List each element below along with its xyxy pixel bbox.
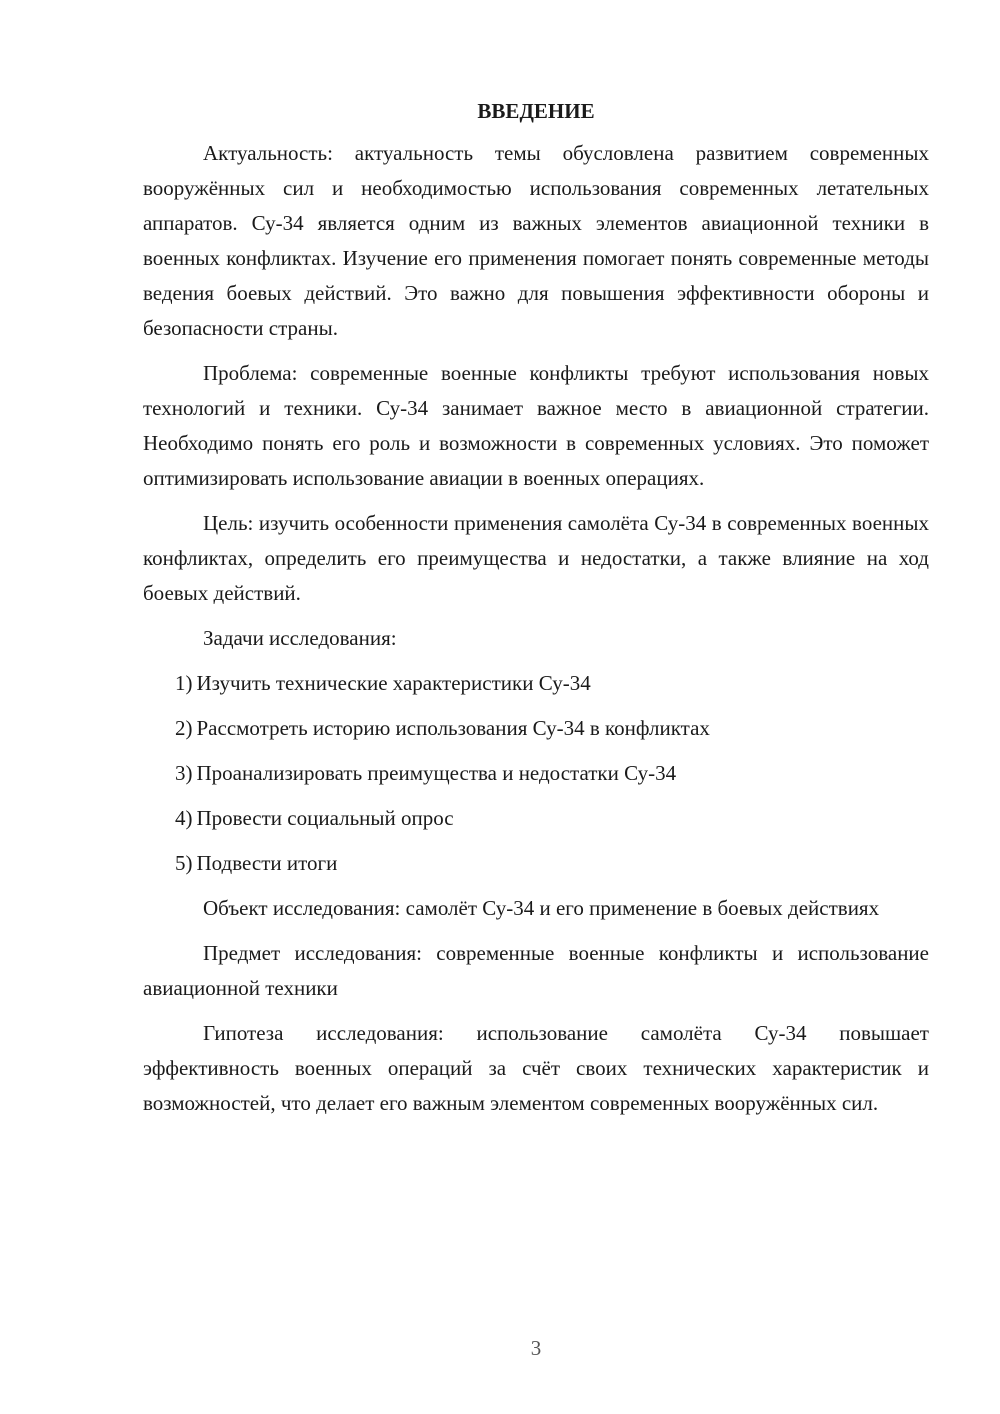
page-number: 3 bbox=[530, 1336, 542, 1360]
subject-paragraph: Предмет исследования: современные военные конфликты и использование авиационной техники bbox=[143, 941, 929, 1000]
list-item bbox=[143, 801, 929, 836]
list-item bbox=[143, 846, 929, 881]
list-item-text: Рассмотреть историю использования Су-34 в конфликтах bbox=[196, 716, 710, 740]
list-item bbox=[143, 711, 929, 746]
tasks-list bbox=[143, 666, 929, 881]
list-item-number: 4) bbox=[175, 806, 193, 830]
list-item-text: Изучить технические характеристики Су-34 bbox=[196, 671, 591, 695]
object-paragraph: Объект исследования: самолёт Су-34 и его применение в боевых действиях bbox=[203, 896, 880, 920]
list-item-text: Подвести итоги bbox=[196, 851, 338, 875]
problem-paragraph: Проблема: современные военные конфликты требуют использования новых технологий и техники. Су-34 занимает важное место в авиационной стратегии. Необходимо понять его роль и возможности в современных условиях. Это поможет оптимизировать использование авиации в военных операциях. bbox=[143, 361, 929, 490]
list-item bbox=[143, 756, 929, 791]
relevance-paragraph: Актуальность: актуальность темы обусловлена развитием современных вооружённых сил и необходимостью использования современных летательных аппаратов. Су-34 является одним из важных элементов авиационной техники в военных конфликтах. Изучение его применения помогает понять современные методы ведения боевых действий. Это важно для повышения эффективности обороны и безопасности страны. bbox=[143, 141, 929, 340]
page-content bbox=[143, 96, 929, 1131]
page-title: ВВЕДЕНИЕ bbox=[477, 99, 595, 123]
list-item-text: Провести социальный опрос bbox=[196, 806, 454, 830]
list-item-number: 2) bbox=[175, 716, 193, 740]
hypothesis-paragraph: Гипотеза исследования: использование самолёта Су-34 повышает эффективность военных операций за счёт своих технических характеристик и возможностей, что делает его важным элементом современных вооружённых сил. bbox=[143, 1021, 929, 1115]
list-item-number: 5) bbox=[175, 851, 193, 875]
list-item-number: 1) bbox=[175, 671, 193, 695]
list-item-number: 3) bbox=[175, 761, 193, 785]
tasks-heading: Задачи исследования: bbox=[203, 626, 397, 650]
goal-paragraph: Цель: изучить особенности применения самолёта Су-34 в современных военных конфликтах, определить его преимущества и недостатки, а также влияние на ход боевых действий. bbox=[143, 511, 929, 605]
list-item-text: Проанализировать преимущества и недостатки Су-34 bbox=[196, 761, 677, 785]
list-item bbox=[143, 666, 929, 701]
